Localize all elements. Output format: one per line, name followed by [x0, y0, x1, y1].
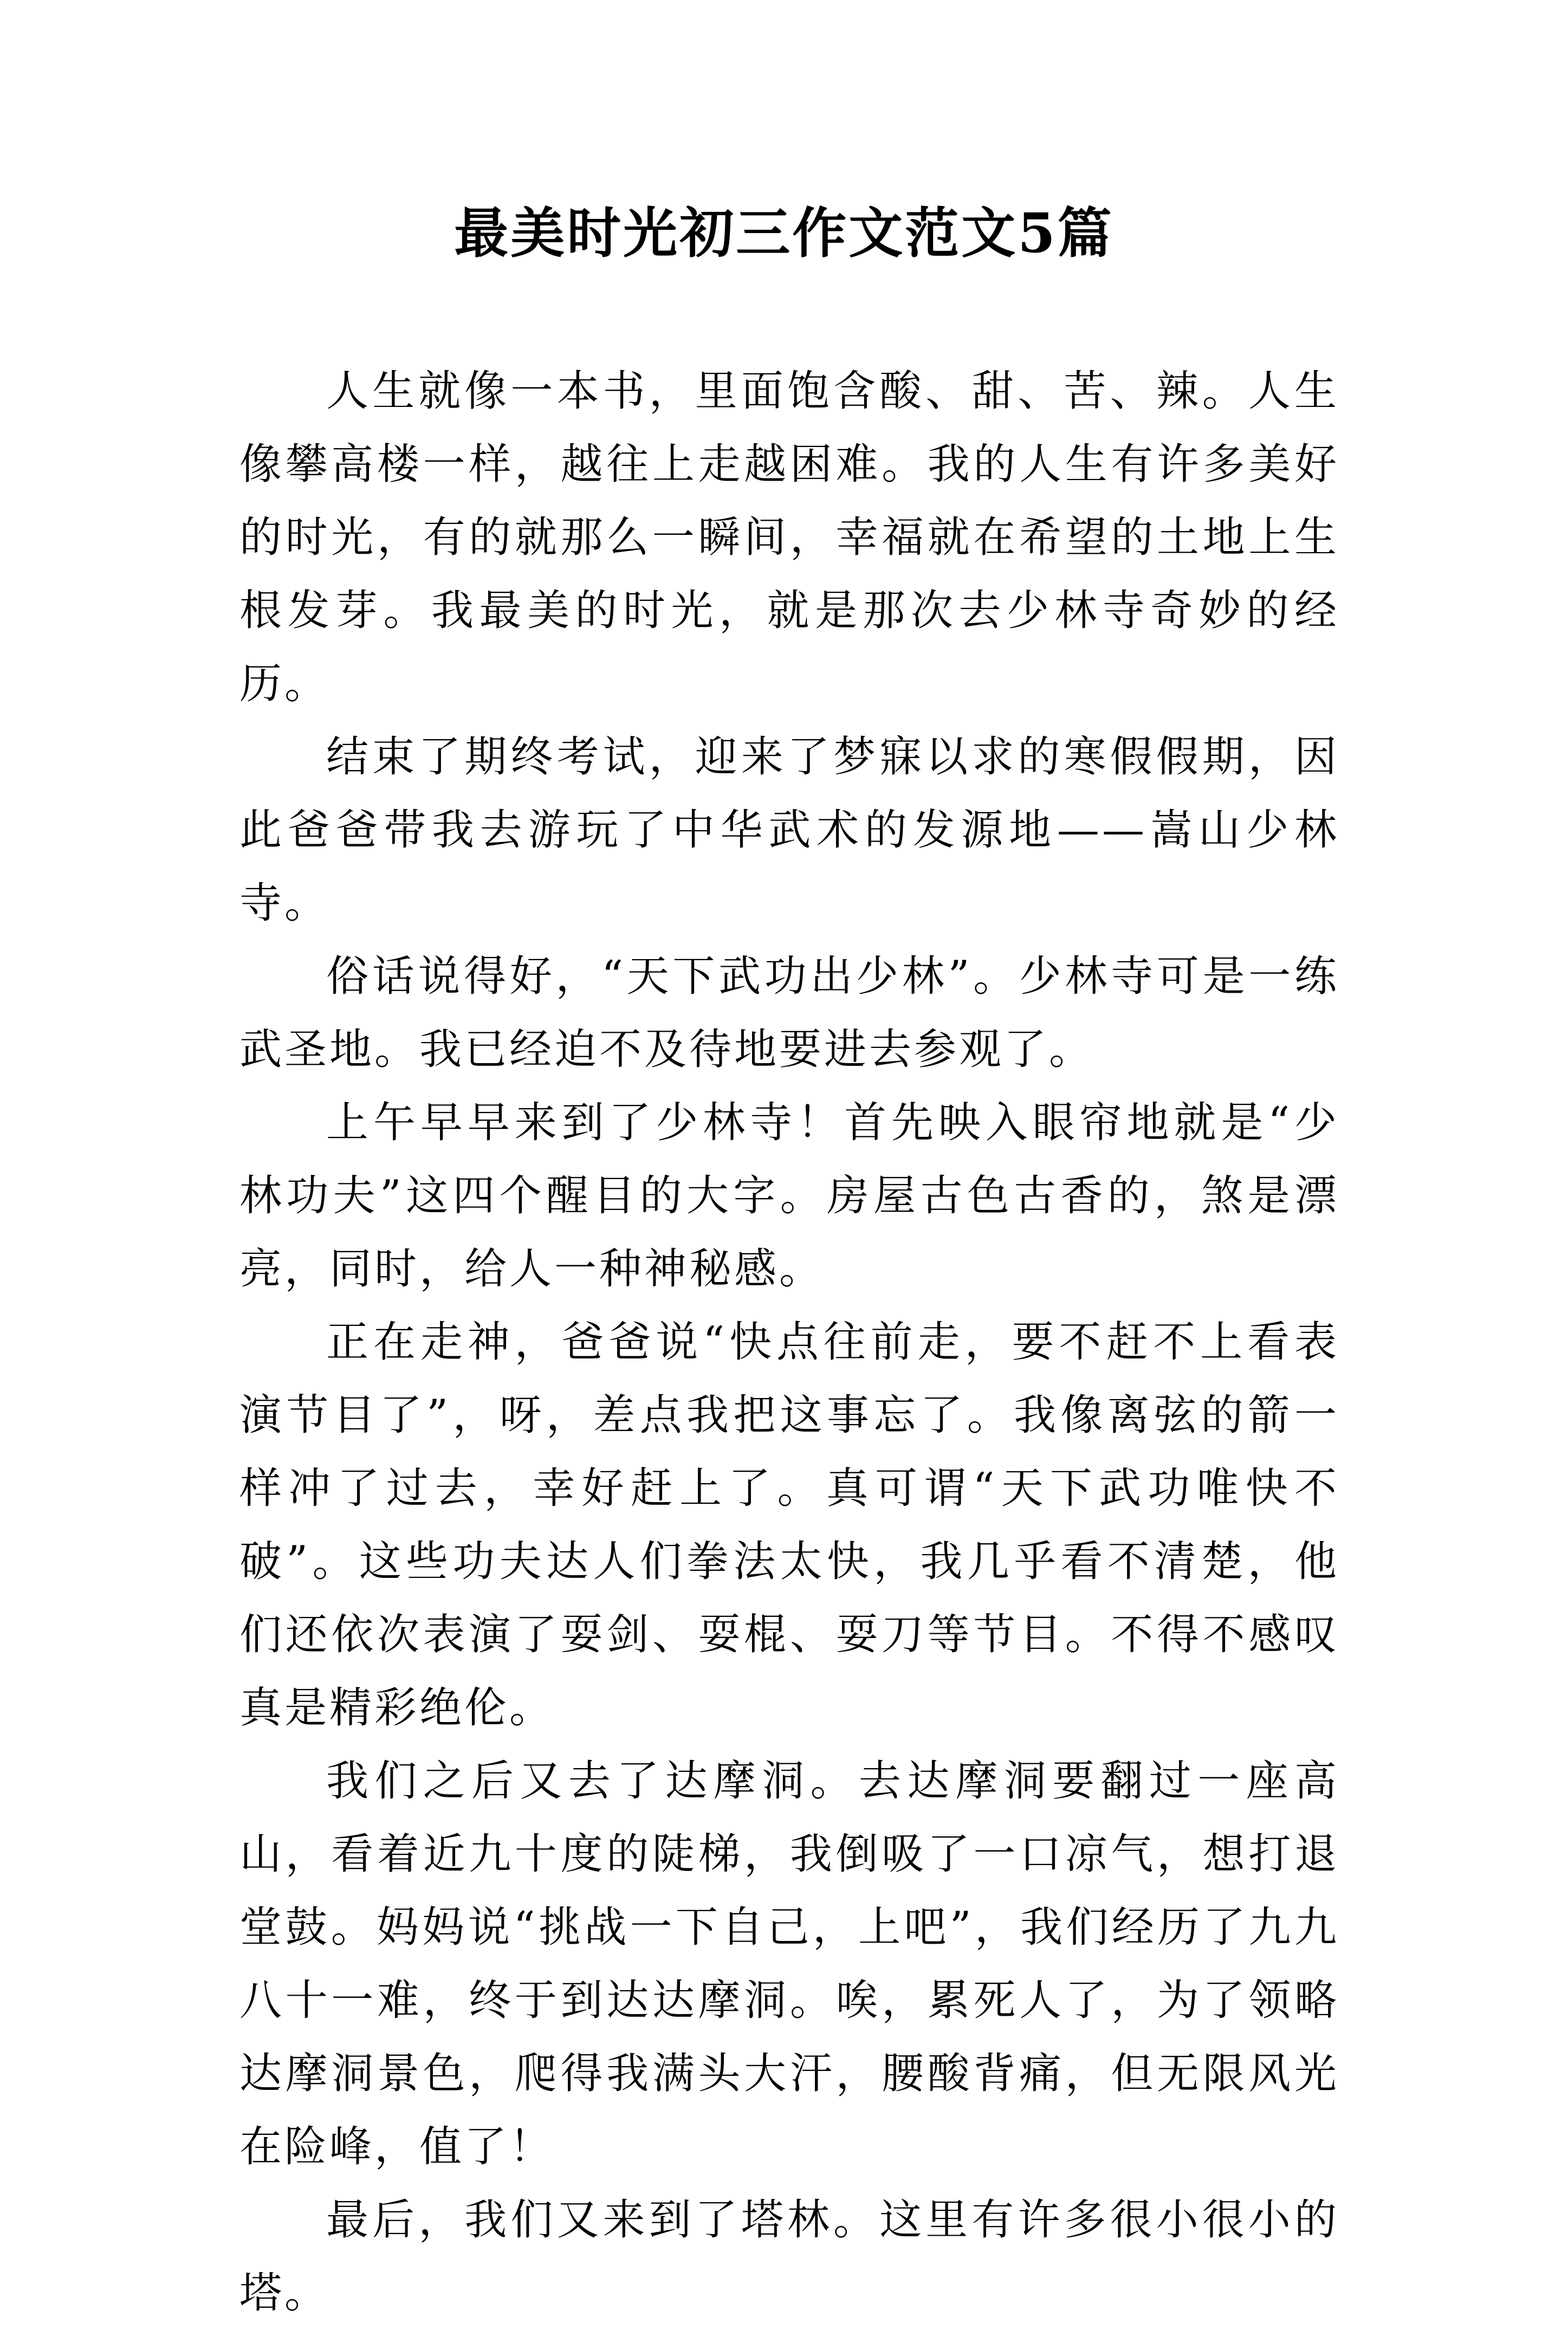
paragraph: 人生就像一本书，里面饱含酸、甜、苦、辣。人生像攀高楼一样，越往上走越困难。我的人生有许多美好的时光，有的就那么一瞬间，幸福就在希望的土地上生根发芽。我最美的时光，就是那次去少林寺奇妙的经历。 — [239, 367, 1339, 708]
paragraph: 正在走神，爸爸说“快点往前走，要不赶不上看表演节目了”，呀，差点我把这事忘了。我像离弦的箭一样冲了过去，幸好赶上了。真可谓“天下武功唯快不破”。这些功夫达人们拳法太快，我几乎看不清楚，他们还依次表演了耍剑、耍棍、耍刀等节目。不得不感叹真是精彩绝伦。 — [239, 1318, 1339, 1732]
paragraph: 结束了期终考试，迎来了梦寐以求的寒假假期，因此爸爸带我去游玩了中华武术的发源地——嵩山少林寺。 — [239, 733, 1339, 928]
paragraph: 我们之后又去了达摩洞。去达摩洞要翻过一座高山，看着近九十度的陡梯，我倒吸了一口凉气，想打退堂鼓。妈妈说“挑战一下自己，上吧”，我们经历了九九八十一难，终于到达达摩洞。唉，累死人了，为了领略达摩洞景色，爬得我满头大汗，腰酸背痛，但无限风光在险峰，值了！ — [239, 1757, 1339, 2171]
document-title: 最美时光初三作文范文5篇 — [454, 201, 1114, 265]
document-body — [239, 355, 1339, 2330]
paragraph: 俗话说得好，“天下武功出少林”。少林寺可是一练武圣地。我已经迫不及待地要进去参观了。 — [239, 952, 1339, 1074]
paragraph: 最后，我们又来到了塔林。这里有许多很小很小的塔。 — [239, 2196, 1339, 2318]
paragraph: 上午早早来到了少林寺！首先映入眼帘地就是“少林功夫”这四个醒目的大字。房屋古色古香的，煞是漂亮，同时，给人一种神秘感。 — [239, 1098, 1339, 1293]
